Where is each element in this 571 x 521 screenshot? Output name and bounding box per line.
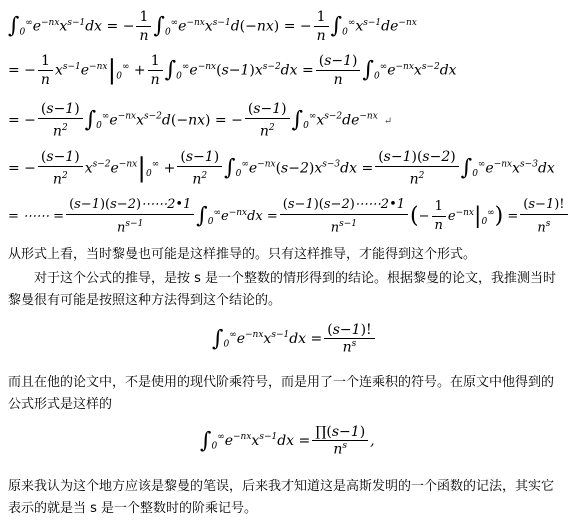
equation-line-4: = − $\frac{(s-1)}{n^2}$ $x^{s-2}e^{-nx}|_0^\infty$ + $\frac{(s-1)}{n^2}$ $\int_0^\infty e^{-nx}(s-2)x^{s-3}dx$ = $\frac{(s-1)(s-2)}{n^2}$ $\int_0^\infty e^{-nx}x^{s-3}dx$ [8, 149, 555, 188]
formula-product: $\int_0^\infty e^{-nx}x^{s-1}dx$ = $\frac{\prod(s-1)}{n^s}$ , [200, 424, 375, 458]
formula-factorial: $\int_0^\infty e^{-nx}x^{s-1}dx$ = $\frac{(s-1)!}{n^s}$ [212, 322, 377, 356]
paragraph-4: 原来我认为这个地方应该是黎曼的笔误，后来我才知道这是高斯发明的一个函数的记法，其实它表示的就是当 s 是一个整数时的阶乘记号。 [8, 479, 555, 516]
paragraph-1: 从形式上看，当时黎曼也可能是这样推导的。只有这样推导，才能得到这个形式。 [8, 247, 477, 262]
paragraph-2: 对于这个公式的推导，是按 s 是一个整数的情形得到的结论。根据黎曼的论文，我推测当时黎曼很有可能是按照这种方法得到这个结论的。 [8, 271, 557, 308]
equation-line-3: = − $\frac{(s-1)}{n^2}$ $\int_0^\infty e^{-nx}x^{s-2}d(-nx)$ = − $\frac{(s-1)}{n^2}$ $\int_0^\infty x^{s-2}de^{-nx}$ ↵ [8, 101, 393, 140]
equation-line-5: = ⋯⋯ = $\frac{(s-1)(s-2)\cdots\cdots 2•1}{n^{s-1}}$ $\int_0^\infty e^{-nx}dx$ = $\frac{(s-1)(s-2)\cdots\cdots 2•1}{n^{s-1}}$ (− $\frac{1}{n}$ $e^{-nx}|_0^\infty$) = $\frac{(s-1)!}{n^s}$ [8, 196, 570, 237]
paragraph-3: 而且在他的论文中，不是使用的现代阶乘符号，而是用了一个连乘积的符号。在原文中他得到的公式形式是这样的 [8, 375, 555, 412]
equation-line-1: $\int_0^\infty e^{-nx}x^{s-1}dx$ = − $\frac{1}{n}$ $\int_0^\infty e^{-nx}x^{s-1}d(-nx)$ = − $\frac{1}{n}$ $\int_0^\infty x^{s-1}de^{-nx}$ [8, 9, 417, 44]
equation-line-2: = − $\frac{1}{n}$ $x^{s-1}e^{-nx}|_0^\infty$ + $\frac{1}{n}$ $\int_0^\infty e^{-nx}(s-1)x^{s-2}dx$ = $\frac{(s-1)}{n}$ $\int_0^\infty e^{-nx}x^{s-2}dx$ [8, 53, 457, 88]
